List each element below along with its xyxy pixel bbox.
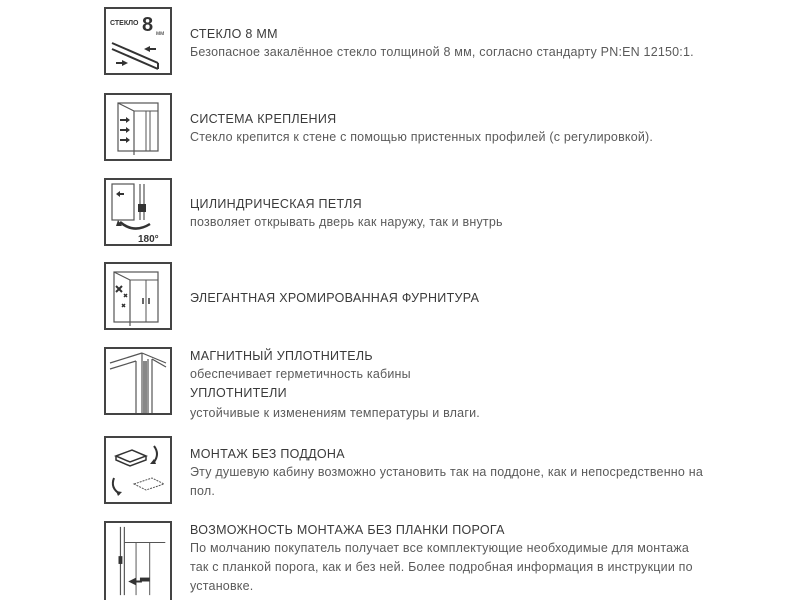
feature-description-secondary: устойчивые к изменениям температуры и влаги. [190, 406, 480, 420]
chrome-hardware-icon [104, 262, 172, 330]
no-threshold-install-icon [104, 521, 172, 600]
feature-mounting-text [190, 110, 710, 147]
magnetic-seal-icon [104, 347, 172, 415]
glass-8mm-icon [104, 7, 172, 75]
feature-title: ЦИЛИНДРИЧЕСКАЯ ПЕТЛЯ [190, 197, 362, 211]
feature-description: Безопасное закалённое стекло толщиной 8 мм, согласно стандарту PN:EN 12150:1. [190, 45, 694, 59]
feature-description: По молчанию покупатель получает все комплектующие необходимые для монтажа так с планкой порога, как и без ней. Более подробная информация в инструкции по установке. [190, 541, 693, 593]
glass-icon-label: СТЕКЛО [110, 20, 139, 27]
hinge-icon-label: 180° [138, 234, 159, 244]
feature-glass [104, 7, 724, 77]
feature-hardware-text [190, 289, 710, 307]
wall-mount-icon [104, 93, 172, 161]
feature-glass-text [190, 25, 710, 62]
no-tray-install-icon [104, 436, 172, 504]
feature-description: позволяет открывать дверь как наружу, так и внутрь [190, 215, 503, 229]
feature-hardware [104, 262, 724, 332]
feature-title: ВОЗМОЖНОСТЬ МОНТАЖА БЕЗ ПЛАНКИ ПОРОГА [190, 523, 505, 537]
feature-seal-text [190, 347, 710, 423]
feature-description: Стекло крепится к стене с помощью пристенных профилей (с регулировкой). [190, 130, 654, 144]
feature-no-threshold-text [190, 521, 710, 596]
hinge-180-icon [104, 178, 172, 246]
feature-title: ЭЛЕГАНТНАЯ ХРОМИРОВАННАЯ ФУРНИТУРА [190, 291, 480, 305]
feature-title-secondary: УПЛОТНИТЕЛИ [190, 386, 287, 400]
feature-no-tray-text [190, 445, 710, 501]
feature-description: обеспечивает герметичность кабины [190, 367, 411, 381]
feature-no-threshold [104, 521, 724, 600]
feature-mounting [104, 93, 724, 163]
feature-seal [104, 347, 724, 421]
feature-title: МАГНИТНЫЙ УПЛОТНИТЕЛЬ [190, 349, 373, 363]
feature-description: Эту душевую кабину возможно установить так на поддоне, как и непосредственно на пол. [190, 465, 703, 498]
glass-icon-number: 8 [142, 14, 154, 36]
feature-hinge-text [190, 195, 710, 232]
feature-title: СИСТЕМА КРЕПЛЕНИЯ [190, 112, 337, 126]
feature-title: МОНТАЖ БЕЗ ПОДДОНА [190, 447, 345, 461]
glass-icon-unit: мм [156, 31, 165, 37]
feature-hinge [104, 178, 724, 248]
feature-title: СТЕКЛО 8 ММ [190, 27, 278, 41]
feature-no-tray [104, 436, 724, 508]
